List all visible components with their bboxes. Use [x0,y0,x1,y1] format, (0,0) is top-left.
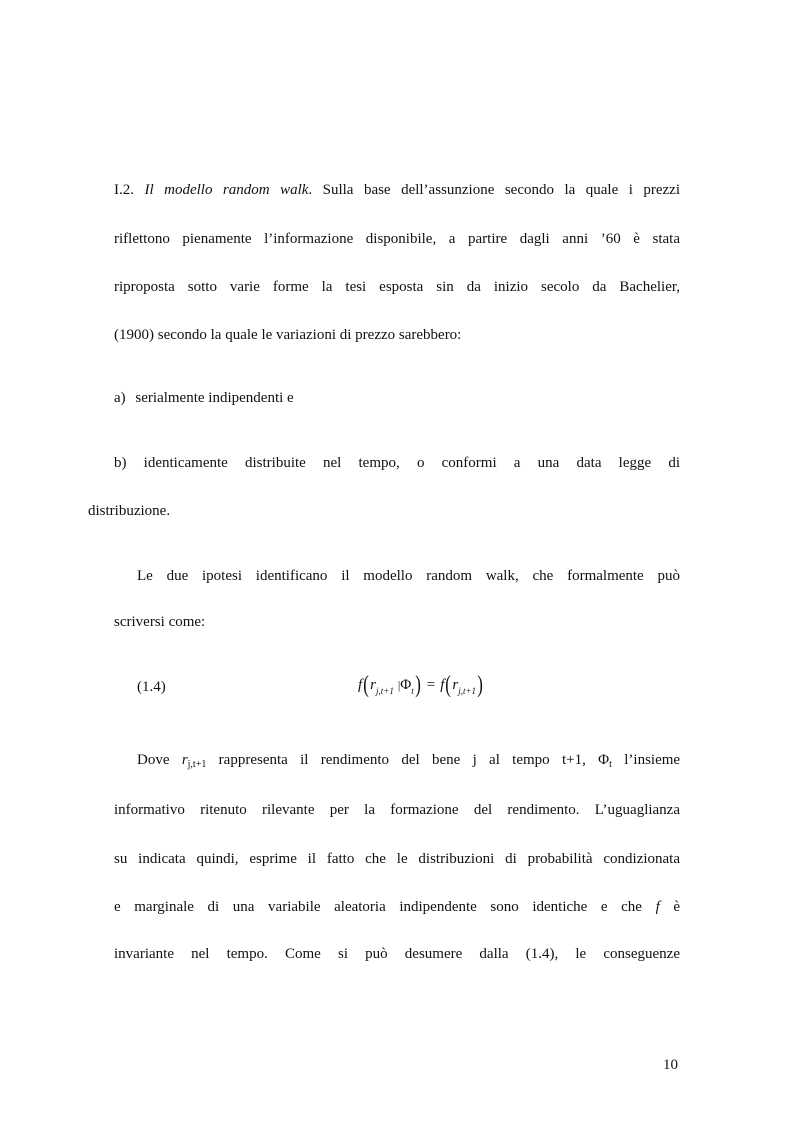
list-item-b-continuation: distribuzione. [88,503,171,519]
paragraph-line: riproposta sotto varie forme la tesi esposta sin da inizio secolo da Bachelier, [114,279,680,295]
equation: f ( r j,t+1 | Φ t ) = f ( r j,t+1 ) [358,672,483,698]
list-marker: a) [114,390,126,406]
paragraph-line: Dove $r_{j,t+1}$ rappresenta il rendimento del bene j al tempo t+1, $\Phi_t$ l’insieme [137,752,681,770]
section-heading-line: I.2. Il modello random walk. Sulla base dell’assunzione secondo la quale i prezzi [114,182,681,198]
paragraph-line: riflettono pienamente l’informazione disponibile, a partire dagli anni ’60 è stata [114,231,680,247]
section-title: Il modello random walk [144,182,309,198]
section-number: I.2. [114,182,134,198]
variable-phi: $\Phi_t$ [598,752,612,770]
list-item-b: b) identicamente distribuite nel tempo, o conformi a una data legge di [114,455,680,471]
list-text: serialmente indipendenti e [135,390,294,406]
paragraph-line: informativo ritenuto rilevante per la formazione del rendimento. L’uguaglianza [114,802,680,818]
page-number: 10 [663,1057,678,1073]
paragraph-line: Le due ipotesi identificano il modello random walk, che formalmente può [137,568,680,584]
equation-label: (1.4) [137,679,166,695]
paragraph-line: (1900) secondo la quale le variazioni di prezzo sarebbero: [114,327,462,343]
paragraph-line: scriversi come: [114,614,206,630]
paragraph-line: invariante nel tempo. Come si può desumere dalla (1.4), le conseguenze [114,946,680,962]
paragraph-line: su indicata quindi, esprime il fatto che le distribuzioni di probabilità condizionata [114,851,680,867]
paragraph-line: e marginale di una variabile aleatoria indipendente sono identiche e che f è [114,899,680,915]
variable-r: $r_{j,t+1}$ [181,752,207,770]
list-item-a [114,389,294,407]
